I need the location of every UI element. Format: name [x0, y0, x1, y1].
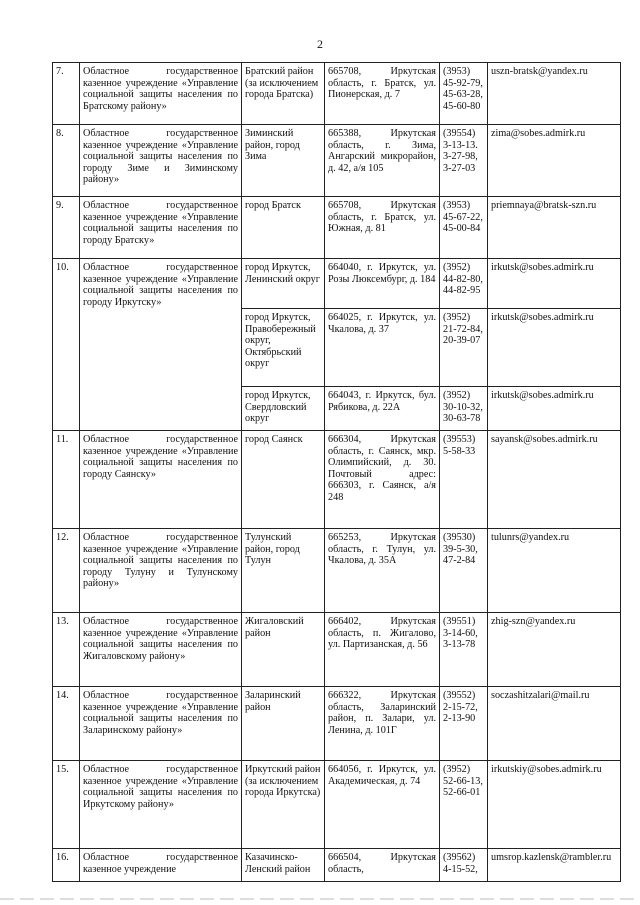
organization-name: Областное государственное казенное учреждение «Управление социальной защиты населения по Заларинскому району» [80, 687, 242, 761]
email-address[interactable]: sayansk@sobes.admirk.ru [488, 431, 621, 529]
postal-address: 665708, Иркутская область, г. Братск, ул. Пионерская, д. 7 [325, 63, 440, 125]
row-number: 9. [53, 197, 80, 259]
phone-numbers [440, 197, 488, 259]
phone-line: (39551) [443, 616, 476, 627]
phone-line: 45-67-22, [443, 211, 483, 223]
phone-line: 3-27-98, [443, 151, 478, 163]
organization-name: Областное государственное казенное учреждение «Управление социальной защиты населения по Жигаловскому району» [80, 613, 242, 687]
service-territory: Жигаловский район [242, 613, 325, 687]
table-row [53, 687, 621, 761]
table-row [53, 63, 621, 125]
phone-numbers [440, 309, 488, 387]
phone-line: (39562) [443, 852, 476, 863]
phone-numbers [440, 529, 488, 613]
email-address[interactable]: zhig-szn@yandex.ru [488, 613, 621, 687]
table-row [53, 259, 621, 309]
service-territory: город Иркутск, Ленинский округ [242, 259, 325, 309]
table-row [53, 849, 621, 882]
postal-address: 665708, Иркутская область, г. Братск, ул. Южная, д. 81 [325, 197, 440, 259]
postal-address: 666504, Иркутская область, [325, 849, 440, 882]
postal-address: 666402, Иркутская область, п. Жигалово, ул. Партизанская, д. 56 [325, 613, 440, 687]
phone-numbers [440, 761, 488, 849]
phone-line: 45-60-80 [443, 100, 481, 112]
service-territory: Иркутский район (за исключением города Иркутска) [242, 761, 325, 849]
service-territory: Зиминский район, город Зима [242, 125, 325, 197]
phone-numbers [440, 387, 488, 431]
phone-numbers [440, 613, 488, 687]
service-territory: город Саянск [242, 431, 325, 529]
postal-address: 665388, Иркутская область, г. Зима, Ангарский микрорайон, д. 42, а/я 105 [325, 125, 440, 197]
row-number: 8. [53, 125, 80, 197]
phone-line: 45-92-79, [443, 77, 483, 89]
postal-address: 666304, Иркутская область, г. Саянск, мкр. Олимпийский, д. 30. Почтовый адрес: 666303, г. Саянск, а/я 248 [325, 431, 440, 529]
organization-name: Областное государственное казенное учреждение [80, 849, 242, 882]
row-number: 10. [53, 259, 80, 431]
phone-numbers [440, 125, 488, 197]
organization-name: Областное государственное казенное учреждение «Управление социальной защиты населения по городу Зиме и Зиминскому району» [80, 125, 242, 197]
phone-line: 3-13-78 [443, 639, 476, 651]
organization-name: Областное государственное казенное учреждение «Управление социальной защиты населения по городу Тулуну и Тулунскому району» [80, 529, 242, 613]
organization-name: Областное государственное казенное учреждение «Управление социальной защиты населения по городу Иркутску» [80, 259, 242, 431]
row-number: 11. [53, 431, 80, 529]
phone-line: 5-58-33 [443, 445, 476, 457]
phone-line: (39552) [443, 690, 476, 701]
postal-address: 664040, г. Иркутск, ул. Розы Люксембург, д. 184 [325, 259, 440, 309]
phone-line: 39-5-30, [443, 543, 478, 555]
phone-line: 47-2-84 [443, 555, 476, 567]
row-number: 7. [53, 63, 80, 125]
phone-line: 4-15-52, [443, 863, 478, 875]
table-row [53, 613, 621, 687]
phone-numbers [440, 259, 488, 309]
email-address[interactable]: tulunrs@yandex.ru [488, 529, 621, 613]
phone-line: (3952) [443, 764, 471, 775]
institutions-table [52, 62, 621, 882]
row-number: 16. [53, 849, 80, 882]
phone-line: 2-15-72, [443, 701, 478, 713]
email-address[interactable]: irkutsk@sobes.admirk.ru [488, 259, 621, 309]
phone-line: 20-39-07 [443, 335, 481, 347]
table-row [53, 125, 621, 197]
phone-line: 44-82-80, [443, 273, 483, 285]
phone-line: 52-66-01 [443, 787, 481, 799]
page-number: 2 [317, 37, 323, 51]
row-number: 12. [53, 529, 80, 613]
table-body [53, 63, 621, 882]
phone-line: (3952) [443, 262, 471, 273]
table-row [53, 197, 621, 259]
postal-address: 666322, Иркутская область, Заларинский район, п. Залари, ул. Ленина, д. 101Г [325, 687, 440, 761]
postal-address: 664043, г. Иркутск, бул. Рябикова, д. 22А [325, 387, 440, 431]
email-address[interactable]: irkutskiy@sobes.admirk.ru [488, 761, 621, 849]
postal-address: 665253, Иркутская область, г. Тулун, ул. Чкалова, д. 35А [325, 529, 440, 613]
email-address[interactable]: irkutsk@sobes.admirk.ru [488, 309, 621, 387]
phone-line: 3-14-60, [443, 627, 478, 639]
phone-line: (3952) [443, 390, 471, 401]
phone-line: 30-10-32, [443, 401, 483, 413]
phone-line: (39553) [443, 434, 476, 445]
service-territory: город Иркутск, Свердловский округ [242, 387, 325, 431]
postal-address: 664025, г. Иркутск, ул. Чкалова, д. 37 [325, 309, 440, 387]
email-address[interactable]: uszn-bratsk@yandex.ru [488, 63, 621, 125]
service-territory: Казачинско-Ленский район [242, 849, 325, 882]
service-territory: Братский район (за исключением города Братска) [242, 63, 325, 125]
row-number: 15. [53, 761, 80, 849]
service-territory: город Иркутск, Правобережный округ, Октябрьский округ [242, 309, 325, 387]
organization-name: Областное государственное казенное учреждение «Управление социальной защиты населения по городу Саянску» [80, 431, 242, 529]
phone-line: 3-13-13. [443, 139, 478, 151]
phone-line: (3952) [443, 312, 471, 323]
organization-name: Областное государственное казенное учреждение «Управление социальной защиты населения по Иркутскому району» [80, 761, 242, 849]
organization-name: Областное государственное казенное учреждение «Управление социальной защиты населения по городу Братску» [80, 197, 242, 259]
phone-line: 2-13-90 [443, 713, 476, 725]
phone-numbers [440, 431, 488, 529]
phone-line: (39554) [443, 128, 476, 139]
table-row [53, 431, 621, 529]
email-address[interactable]: umsrop.kazlensk@rambler.ru [488, 849, 621, 882]
phone-line: 45-00-84 [443, 223, 481, 235]
phone-line: 30-63-78 [443, 413, 481, 425]
page-edge-line [0, 898, 640, 900]
row-number: 13. [53, 613, 80, 687]
email-address[interactable]: soczashitzalari@mail.ru [488, 687, 621, 761]
service-territory: Тулунский район, город Тулун [242, 529, 325, 613]
phone-line: 45-63-28, [443, 89, 483, 101]
phone-line: 21-72-84, [443, 323, 483, 335]
email-address[interactable]: priemnaya@bratsk-szn.ru [488, 197, 621, 259]
table-row [53, 529, 621, 613]
phone-line: 3-27-03 [443, 162, 476, 174]
service-territory: город Братск [242, 197, 325, 259]
phone-line: (39530) [443, 532, 476, 543]
email-address[interactable]: zima@sobes.admirk.ru [488, 125, 621, 197]
service-territory: Заларинский район [242, 687, 325, 761]
postal-address: 664056, г. Иркутск, ул. Академическая, д. 74 [325, 761, 440, 849]
email-address[interactable]: irkutsk@sobes.admirk.ru [488, 387, 621, 431]
phone-numbers [440, 63, 488, 125]
phone-line: (3953) [443, 66, 471, 77]
table-row [53, 761, 621, 849]
organization-name: Областное государственное казенное учреждение «Управление социальной защиты населения по Братскому району» [80, 63, 242, 125]
phone-numbers [440, 687, 488, 761]
phone-numbers [440, 849, 488, 882]
row-number: 14. [53, 687, 80, 761]
phone-line: 44-82-95 [443, 285, 481, 297]
phone-line: 52-66-13, [443, 775, 483, 787]
phone-line: (3953) [443, 200, 471, 211]
